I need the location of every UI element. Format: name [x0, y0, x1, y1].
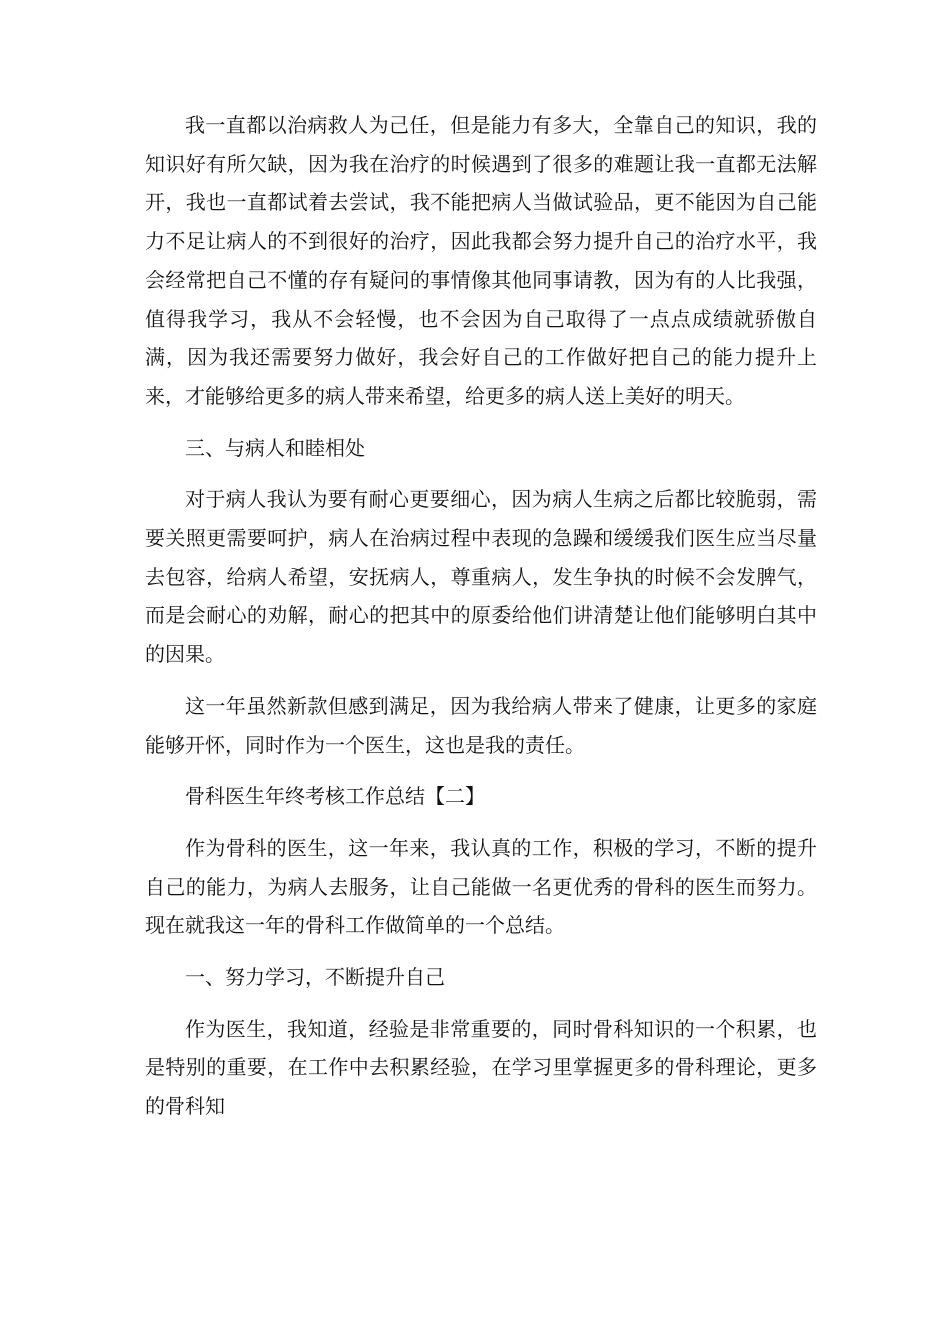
- paragraph-intro-2: 作为骨科的医生，这一年来，我认真的工作，积极的学习，不断的提升自己的能力，为病人去服务，让自己能做一名更优秀的骨科的医生而努力。现在就我这一年的骨科工作做简单的一个总结。: [145, 835, 817, 938]
- paragraph-knowledge: 我一直都以治病救人为己任，但是能力有多大，全靠自己的知识，我的知识好有所欠缺，因为我在治疗的时候遇到了很多的难题让我一直都无法解开，我也一直都试着去尝试，我不能把病人当做试验品，更不能因为自己能力不足让病人的不到很好的治疗，因此我都会努力提升自己的治疗水平，我会经常把自己不懂的存有疑问的事情像其他同事请教，因为有的人比我强，值得我学习，我从不会轻慢，也不会因为自己取得了一点点成绩就骄傲自满，因为我还需要努力做好，我会好自己的工作做好把自己的能力提升上来，才能够给更多的病人带来希望，给更多的病人送上美好的明天。: [145, 113, 817, 408]
- document-body: [145, 106, 817, 1139]
- paragraph-year-summary: 这一年虽然新款但感到满足，因为我给病人带来了健康，让更多的家庭能够开怀，同时作为一个医生，这也是我的责任。: [145, 693, 817, 757]
- article-title-2: 骨科医生年终考核工作总结【二】: [185, 784, 485, 809]
- paragraph-patients: 对于病人我认为要有耐心更要细心，因为病人生病之后都比较脆弱，需要关照更需要呵护，病人在治病过程中表现的急躁和缓缓我们医生应当尽量去包容，给病人希望，安抚病人，尊重病人，发生争执的时候不会发脾气，而是会耐心的劝解，耐心的把其中的原委给他们讲清楚让他们能够明白其中的因果。: [145, 487, 817, 667]
- paragraph-learning: 作为医生，我知道，经验是非常重要的，同时骨科知识的一个积累，也是特别的重要，在工作中去积累经验，在学习里掌握更多的骨科理论，更多的骨科知: [145, 1016, 817, 1119]
- section-heading-3: 三、与病人和睦相处: [185, 435, 365, 460]
- section-heading-1: 一、努力学习，不断提升自己: [185, 965, 445, 990]
